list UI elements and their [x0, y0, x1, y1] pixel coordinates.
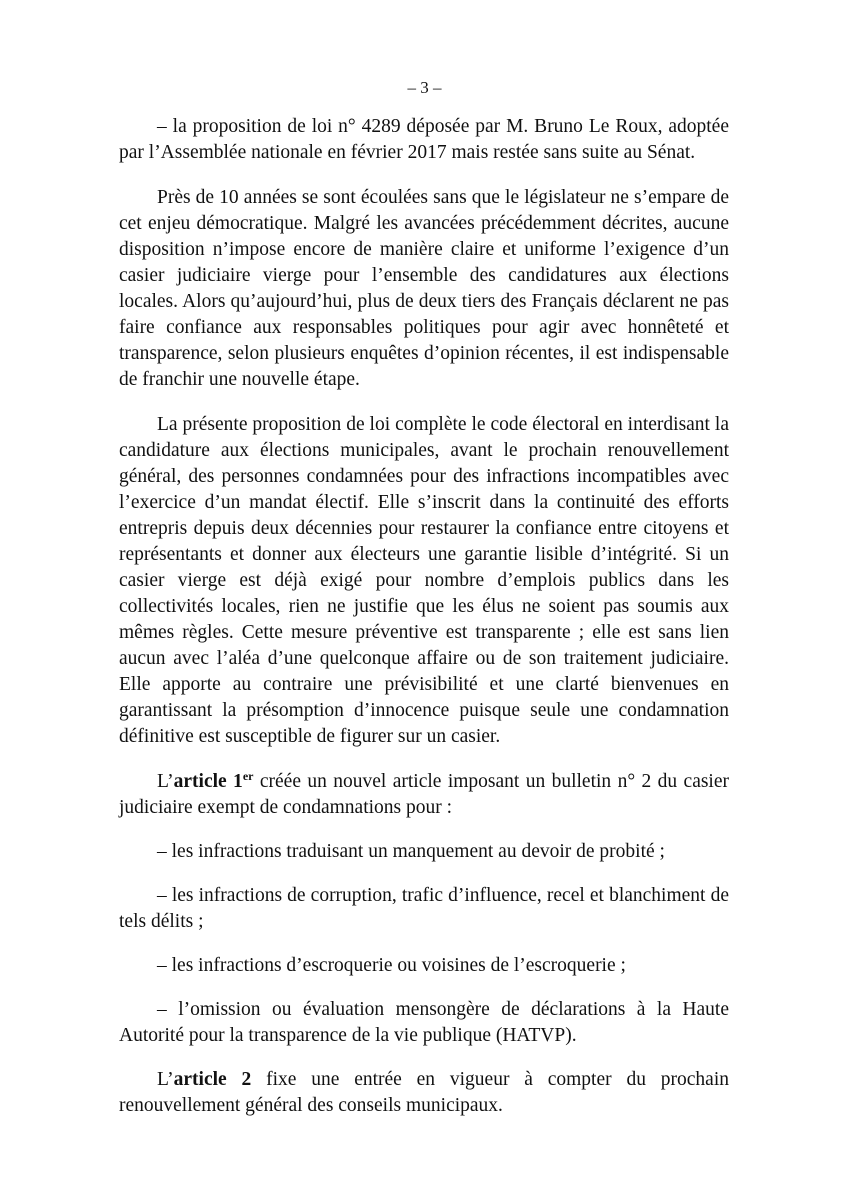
- paragraph-article-1: [119, 769, 729, 821]
- list-item-corruption: – les infractions de corruption, trafic d’influence, recel et blanchiment de tels délits ;: [119, 885, 729, 932]
- article-2-text: fixe une entrée en vigueur à compter du prochain renouvellement général des conseils municipaux.: [119, 1069, 729, 1116]
- paragraph-context: Près de 10 années se sont écoulées sans que le législateur ne s’empare de cet enjeu démocratique. Malgré les avancées précédemment décrites, aucune disposition n’impose encore de manière claire et uniforme l’exigence d’un casier judiciaire vierge pour l’ensemble des candidatures aux élections locales. Alors qu’aujourd’hui, plus de deux tiers des Français déclarent ne pas faire confiance aux responsables politiques pour agir avec honnêteté et transparence, selon plusieurs enquêtes d’opinion récentes, il est indispensable de franchir une nouvelle étape.: [119, 187, 729, 390]
- paragraph-proposal-summary: La présente proposition de loi complète le code électoral en interdisant la candidature aux élections municipales, avant le prochain renouvellement général, des personnes condamnées pour des infractions incompatibles avec l’exercice d’un mandat électif. Elle s’inscrit dans la continuité des efforts entrepris depuis deux décennies pour restaurer la confiance entre citoyens et représentants et donner aux électeurs une garantie lisible d’intégrité. Si un casier vierge est déjà exigé pour nombre d’emplois publics dans les collectivités locales, rien ne justifie que les élus ne soient pas soumis aux mêmes règles. Cette mesure préventive est transparente ; elle est sans lien aucun avec l’aléa d’une quelconque affaire ou de son traitement judiciaire. Elle apporte au contraire une prévisibilité et une clarté bienvenues en garantissant la présomption d’innocence puisque seule une condamnation définitive est susceptible de figurer sur un casier.: [119, 414, 729, 747]
- article-1-label: article 1: [173, 771, 243, 792]
- list-item-fraud: – les infractions d’escroquerie ou voisines de l’escroquerie ;: [157, 955, 626, 976]
- article-1-text: créée un nouvel article imposant un bulletin n° 2 du casier judiciaire exempt de condamnations pour :: [119, 771, 729, 818]
- paragraph-previous-bill: – la proposition de loi n° 4289 déposée par M. Bruno Le Roux, adoptée par l’Assemblée nationale en février 2017 mais restée sans suite au Sénat.: [119, 116, 729, 163]
- article-1-prefix: L’: [157, 771, 174, 792]
- article-1-superscript: er: [242, 769, 254, 783]
- article-2-prefix: L’: [157, 1069, 174, 1090]
- document-body: [119, 114, 729, 1138]
- list-item-hatvp: – l’omission ou évaluation mensongère de déclarations à la Haute Autorité pour la transparence de la vie publique (HATVP).: [119, 999, 729, 1046]
- page-number: – 3 –: [407, 78, 442, 97]
- article-2-label: article 2: [173, 1069, 252, 1090]
- list-item-probity: – les infractions traduisant un manquement au devoir de probité ;: [157, 841, 665, 862]
- paragraph-article-2: [119, 1067, 729, 1119]
